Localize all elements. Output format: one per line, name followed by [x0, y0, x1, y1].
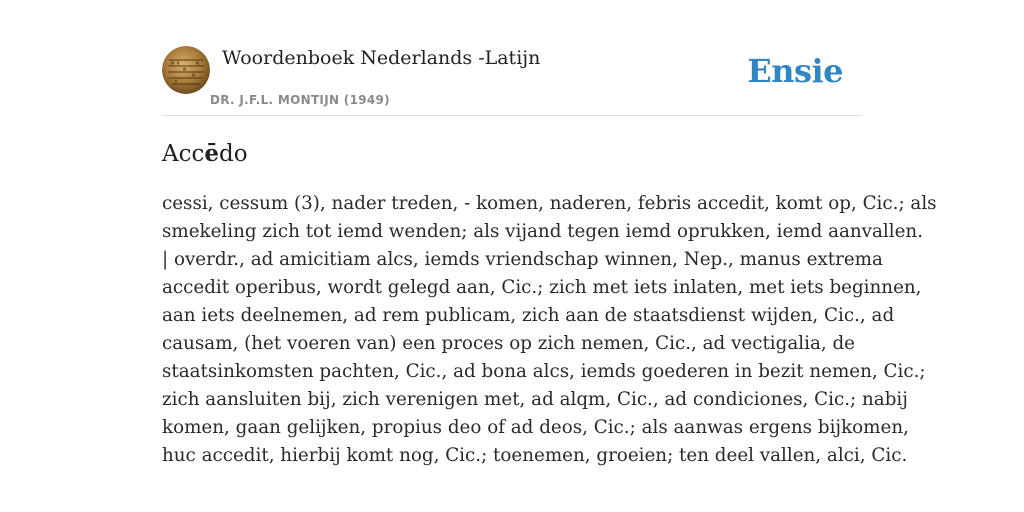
definition-line: cessi, cessum (3), nader treden, - komen, naderen, febris accedit, komt op, Cic.; als — [162, 193, 937, 214]
entry-card — [162, 46, 937, 470]
term-part-before: Acc — [162, 141, 205, 167]
definition-line: huc accedit, hierbij komt nog, Cic.; toenemen, groeien; ten deel vallen, alci, Cic. — [162, 445, 908, 466]
definition-line: zich aansluiten bij, zich verenigen met, ad alqm, Cic., ad condiciones, Cic.; nabij — [162, 389, 908, 410]
header — [162, 46, 862, 116]
definition-line: accedit operibus, wordt gelegd aan, Cic.; zich met iets inlaten, met iets beginnen, — [162, 277, 922, 298]
definition-line: komen, gaan gelijken, propius deo of ad deos, Cic.; als aanwas ergens bijkomen, — [162, 417, 909, 438]
term-accented-letter: ē — [204, 140, 220, 167]
definition-line: staatsinkomsten pachten, Cic., ad bona alcs, iemds goederen in bezit nemen, Cic.; — [162, 361, 926, 382]
book-cover-thumbnail-icon[interactable] — [162, 46, 210, 94]
definition-line: causam, (het voeren van) een proces op zich nemen, Cic., ad vectigalia, de — [162, 333, 855, 354]
entry-term — [162, 140, 862, 168]
definition-line: aan iets deelnemen, ad rem publicam, zich aan de staatsdienst wijden, Cic., ad — [162, 305, 895, 326]
brand-logo[interactable]: Ensie — [747, 52, 843, 90]
book-title[interactable]: Woordenboek Nederlands -Latijn — [222, 47, 541, 69]
entry-definition — [162, 190, 937, 470]
definition-line: | overdr., ad amicitiam alcs, iemds vriendschap winnen, Nep., manus extrema — [162, 249, 883, 270]
author-credit: DR. J.F.L. MONTIJN (1949) — [210, 93, 390, 107]
term-part-after: do — [219, 141, 248, 167]
definition-line: smekeling zich tot iemd wenden; als vijand tegen iemd oprukken, iemd aanvallen. — [162, 221, 924, 242]
